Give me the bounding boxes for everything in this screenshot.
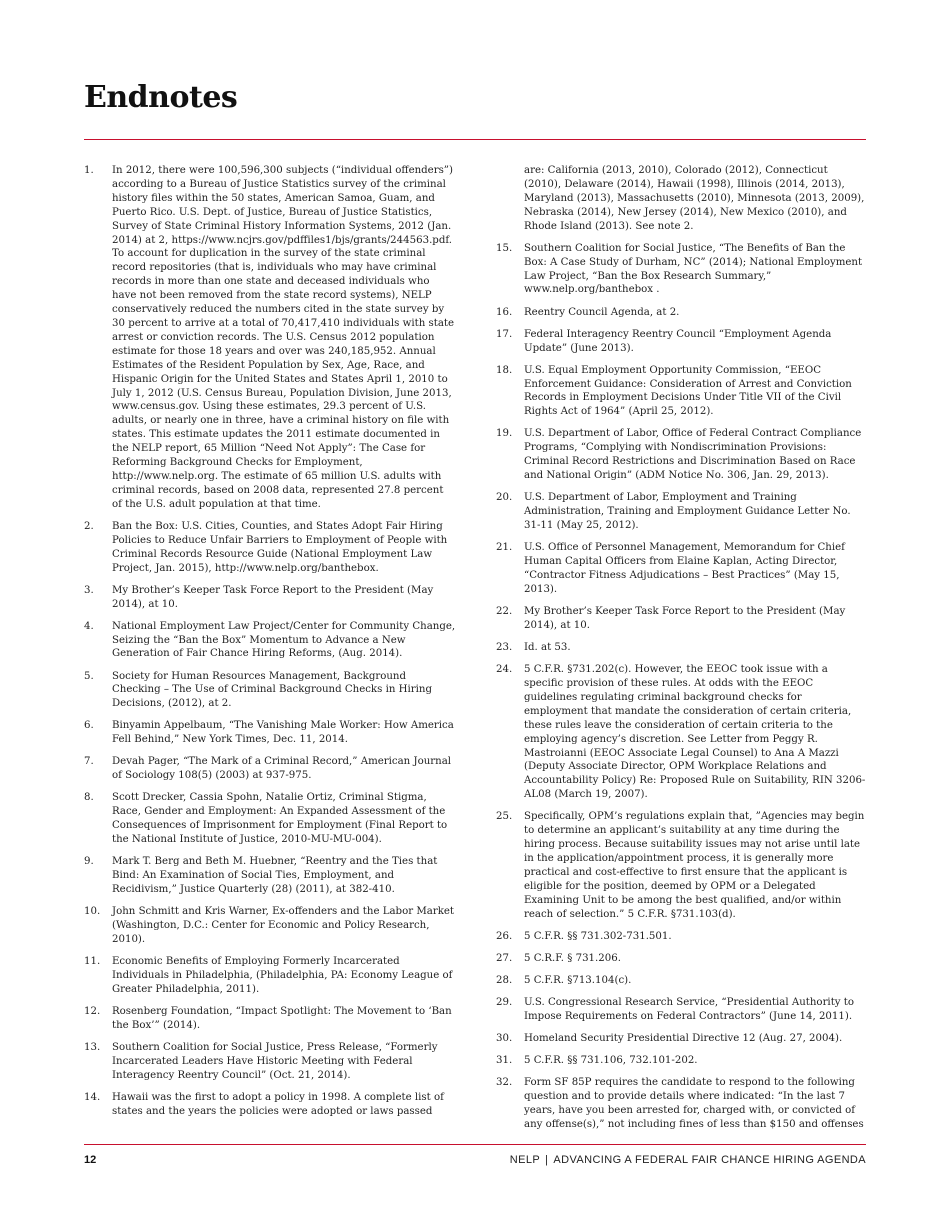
endnote-item: [496, 242, 868, 298]
endnote-text: Mark T. Berg and Beth M. Huebner, “Reentry and the Ties that Bind: An Examination of Social Ties, Employment, and Recidivism,” Justice Quarterly (28) (2011), at 382-410.: [112, 856, 438, 896]
endnotes-left-column: [84, 164, 456, 1127]
endnote-number: 8.: [84, 792, 94, 804]
endnote-item: [496, 810, 868, 921]
page-number: 12: [84, 1154, 97, 1166]
endnote-number: 12.: [84, 1006, 101, 1017]
endnote-item: [496, 1054, 868, 1068]
endnote-text: Homeland Security Presidential Directive 12 (Aug. 27, 2004).: [524, 1033, 843, 1045]
endnote-number: 21.: [496, 542, 513, 554]
endnote-text: Binyamin Appelbaum, “The Vanishing Male Worker: How America Fell Behind,” New York Times, Dec. 11, 2014.: [112, 720, 454, 746]
endnote-item: [496, 974, 868, 988]
endnote-number: 1.: [84, 165, 94, 176]
endnote-item: [84, 164, 456, 512]
endnote-item: [84, 855, 456, 897]
endnote-number: 6.: [84, 720, 94, 732]
endnote-text: 5 C.F.R. §713.104(c).: [524, 974, 632, 986]
footer-doc-title: ADVANCING A FEDERAL FAIR CHANCE HIRING AGENDA: [553, 1154, 866, 1166]
endnote-item: [496, 306, 868, 320]
endnote-number: 9.: [84, 856, 94, 868]
endnote-number: 25.: [496, 811, 513, 823]
endnote-item: [84, 1005, 456, 1033]
endnote-text: Economic Benefits of Employing Formerly Incarcerated Individuals in Philadelphia, (Philadelphia, PA: Economy League of Greater Philadelphia, 2011).: [112, 956, 453, 995]
endnote-text: Federal Interagency Reentry Council “Employment Agenda Update” (June 2013).: [524, 328, 832, 354]
page-title: Endnotes: [84, 80, 238, 115]
endnote-item: [84, 719, 456, 747]
endnote-number: 17.: [496, 328, 513, 340]
endnote-item: [496, 364, 868, 420]
endnote-text: Southern Coalition for Social Justice, “The Benefits of Ban the Box: A Case Study of Durham, NC” (2014); National Employment Law Project, “Ban the Box Research Summary,” www.nelp.org/banthebox .: [524, 242, 863, 296]
endnote-item: [496, 930, 868, 944]
endnote-number: 16.: [496, 306, 513, 318]
endnote-number: 31.: [496, 1055, 513, 1067]
endnote-item: [496, 1076, 868, 1132]
endnote-number: 23.: [496, 641, 513, 653]
endnote-number: 20.: [496, 492, 513, 504]
endnote-text: Rosenberg Foundation, “Impact Spotlight: The Movement to ‘Ban the Box’” (2014).: [112, 1006, 452, 1031]
endnote-text: Reentry Council Agenda, at 2.: [524, 306, 680, 318]
endnote-item: [496, 1032, 868, 1046]
endnote-text: In 2012, there were 100,596,300 subjects (“individual offenders”) according to a Bureau of Justice Statistics survey of the criminal history files within the 50 states, American Samoa, Guam, and Puerto Rico. U.S. Dept. of Justice, Bureau of Justice Statistics, Survey of State Criminal History Information Systems, 2012 (Jan. 2014) at 2, https://www.ncjrs.gov/pdffiles1/bjs/grants/244563.pdf. To account for duplication in the survey of the state criminal record repositories (that is, individuals who may have criminal records in more than one state and deceased individuals who have not been removed from the state record systems), NELP conservatively reduced the numbers cited in the state survey by 30 percent to arrive at a total of 70,417,410 individuals with state arrest or conviction records. The U.S. Census 2012 population estimate for those 18 years and over was 240,185,952. Annual Estimates of the Resident Population by Sex, Age, Race, and Hispanic Origin for the United States and States April 1, 2010 to July 1, 2012 (U.S. Census Bureau, Population Division, June 2013, www.census.gov. Using these estimates, 29.3 percent of U.S. adults, or nearly one in three, have a criminal history on file with states. This estimate updates the 2011 estimate documented in the NELP report, 65 Million “Need Not Apply”: The Case for Reforming Background Checks for Employment, http://www.nelp.org. The estimate of 65 million U.S. adults with criminal records, based on 2008 data, represented 27.8 percent of the U.S. adult population at that time.: [112, 165, 455, 510]
endnote-text: My Brother’s Keeper Task Force Report to the President (May 2014), at 10.: [524, 605, 846, 631]
endnote-14-continuation: are: California (2013, 2010), Colorado (2012), Connecticut (2010), Delaware (2014), Hawaii (1998), Illinois (2014, 2013), Maryland (2013), Massachusetts (2010), Minnesota (2013, 2009), Nebraska (2014), New Jersey (2014), New Mexico (2010), and Rhode Island (2013). See note 2.: [524, 165, 865, 232]
endnote-text: John Schmitt and Kris Warner, Ex-offenders and the Labor Market (Washington, D.C.: Center for Economic and Policy Research, 2010).: [112, 906, 454, 945]
endnote-item: [496, 996, 868, 1024]
footer-separator: |: [545, 1154, 549, 1166]
endnote-item: [496, 605, 868, 633]
endnote-number: 3.: [84, 584, 94, 596]
endnote-text: Id. at 53.: [524, 641, 571, 653]
endnote-number: 32.: [496, 1077, 513, 1089]
endnote-item: [496, 641, 868, 655]
header-divider: [84, 139, 866, 140]
endnote-text: 5 C.R.F. § 731.206.: [524, 952, 621, 964]
endnote-number: 5.: [84, 670, 94, 682]
endnote-number: 7.: [84, 756, 94, 768]
endnote-item: [84, 905, 456, 947]
endnote-text: U.S. Equal Employment Opportunity Commission, “EEOC Enforcement Guidance: Consideration of Arrest and Conviction Records in Employment Decisions Under Title VII of the Civil Rights Act of 1964” (April 25, 2012).: [524, 364, 852, 418]
endnote-text: My Brother’s Keeper Task Force Report to the President (May 2014), at 10.: [112, 584, 434, 610]
endnote-number: 19.: [496, 428, 513, 440]
endnote-text: Society for Human Resources Management, Background Checking – The Use of Criminal Background Checks in Hiring Decisions, (2012), at 2.: [112, 670, 432, 710]
endnote-number: 11.: [84, 956, 101, 968]
endnote-item: [84, 584, 456, 612]
endnote-text: Devah Pager, “The Mark of a Criminal Record,” American Journal of Sociology 108(5) (2003) at 937-975.: [112, 756, 452, 782]
endnote-text: Scott Drecker, Cassia Spohn, Natalie Ortiz, Criminal Stigma, Race, Gender and Employment: An Expanded Assessment of the Consequences of Imprisonment for Employment (Final Report to the National Institute of Justice, 2010-MU-MU-004).: [112, 792, 448, 846]
endnote-text: 5 C.F.R. §731.202(c). However, the EEOC took issue with a specific provision of these rules. At odds with the EEOC guidelines regulating criminal background checks for employment that mandate the consideration of certain criteria, these rules leave the consideration of certain criteria to the employing agency’s discretion. See Letter from Peggy R. Mastroianni (EEOC Associate Legal Counsel) to Ana A Mazzi (Deputy Associate Director, OPM Workplace Relations and Accountability Policy) Re: Proposed Rule on Suitability, RIN 3206-AL08 (March 19, 2007).: [524, 664, 866, 801]
endnote-item: [84, 1091, 456, 1119]
endnote-item: [496, 427, 868, 483]
endnotes-right-column: [496, 164, 868, 1140]
endnote-number: 28.: [496, 974, 513, 986]
endnote-item: [496, 491, 868, 533]
endnote-item: [496, 952, 868, 966]
endnote-number: 18.: [496, 364, 513, 376]
endnote-number: 2.: [84, 520, 94, 532]
endnote-number: 29.: [496, 997, 513, 1009]
endnote-number: 4.: [84, 620, 94, 632]
endnote-number: 24.: [496, 664, 513, 676]
endnote-text: Specifically, OPM’s regulations explain that, ”Agencies may begin to determine an applicant’s suitability at any time during the hiring process. Because suitability issues may not arise until late in the application/appointment process, it is generally more practical and cost-effective to first ensure that the applicant is eligible for the position, deemed by OPM or a Delegated Examining Unit to be among the best qualified, and/or within reach of selection.” 5 C.F.R. §731.103(d).: [524, 811, 865, 920]
endnote-item: [84, 520, 456, 576]
endnote-text: U.S. Department of Labor, Office of Federal Contract Compliance Programs, “Complying with Nondiscrimination Provisions: Criminal Record Restrictions and Discrimination Based on Race and National Origin” (ADM Notice No. 306, Jan. 29, 2013).: [524, 428, 862, 482]
endnote-item: [84, 670, 456, 712]
endnote-number: 15.: [496, 242, 513, 254]
footer-org: NELP: [509, 1154, 541, 1166]
footer-divider: [84, 1144, 866, 1145]
endnote-item: [84, 955, 456, 997]
endnote-item: [84, 791, 456, 847]
endnote-text: U.S. Office of Personnel Management, Memorandum for Chief Human Capital Officers from Elaine Kaplan, Acting Director, “Contractor Fitness Adjudications – Best Practices” (May 15, 2013).: [524, 542, 845, 595]
endnote-text: U.S. Congressional Research Service, “Presidential Authority to Impose Requirements on Federal Contractors” (June 14, 2011).: [524, 997, 855, 1022]
endnote-text: Ban the Box: U.S. Cities, Counties, and States Adopt Fair Hiring Policies to Reduce Unfair Barriers to Employment of People with Criminal Records Resource Guide (National Employment Law Project, Jan. 2015), http://www.nelp.org/banthebox.: [112, 520, 448, 574]
endnote-item: [496, 328, 868, 356]
endnote-number: 27.: [496, 952, 513, 964]
endnote-text: 5 C.F.R. §§ 731.106, 732.101-202.: [524, 1055, 698, 1067]
endnote-text: Southern Coalition for Social Justice, Press Release, “Formerly Incarcerated Leaders Have Historic Meeting with Federal Interagency Reentry Council” (Oct. 21, 2014).: [112, 1042, 438, 1081]
endnote-number: 10.: [84, 906, 101, 918]
endnote-number: 14.: [84, 1091, 101, 1103]
footer-running-title: [510, 1154, 866, 1166]
endnote-text: 5 C.F.R. §§ 731.302-731.501.: [524, 930, 672, 942]
endnotes-right-list: [496, 242, 868, 1132]
endnote-item: [496, 541, 868, 597]
endnote-text: National Employment Law Project/Center for Community Change, Seizing the “Ban the Box” Momentum to Advance a New Generation of Fair Chance Hiring Reforms, (Aug. 2014).: [112, 620, 456, 660]
endnote-item: [84, 1041, 456, 1083]
endnote-text: Hawaii was the first to adopt a policy in 1998. A complete list of states and the years the policies were adopted or laws passed: [112, 1091, 444, 1117]
endnote-text: U.S. Department of Labor, Employment and Training Administration, Training and Employment Guidance Letter No. 31-11 (May 25, 2012).: [524, 492, 851, 532]
endnote-item: [84, 755, 456, 783]
endnote-number: 30.: [496, 1033, 513, 1045]
endnote-number: 13.: [84, 1042, 101, 1053]
endnote-number: 26.: [496, 930, 513, 942]
endnote-item: [496, 663, 868, 802]
endnote-number: 22.: [496, 605, 513, 617]
endnote-text: Form SF 85P requires the candidate to respond to the following question and to provide details where indicated: “In the last 7 years, have you been arrested for, charged with, or convicted of any offense(s),” not including fines of less than $150 and offenses: [524, 1077, 864, 1130]
endnote-item: [84, 620, 456, 662]
